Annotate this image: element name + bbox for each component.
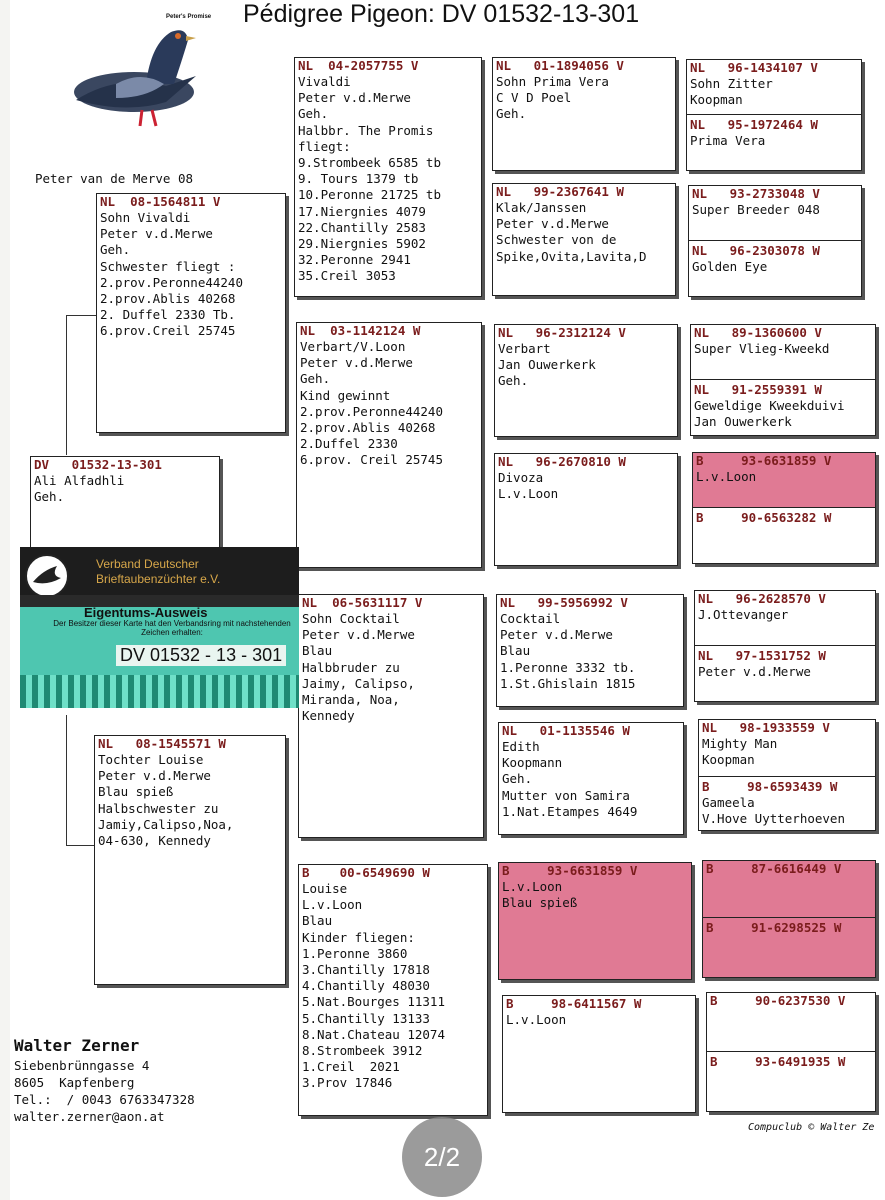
pigeon-image bbox=[46, 14, 216, 134]
owner-city: 8605 Kapfenberg bbox=[14, 1075, 135, 1090]
father-ring: NL 08-1564811 V bbox=[100, 194, 221, 209]
mother-ring: NL 08-1545571 W bbox=[98, 736, 226, 751]
great-grandparent-box: NL 01-1894056 V Sohn Prima Vera C V D Poel Geh. bbox=[492, 57, 676, 171]
pair-divider bbox=[689, 240, 861, 241]
owner-phone: Tel.: / 0043 6763347328 bbox=[14, 1092, 195, 1107]
pigeon-logo bbox=[46, 14, 216, 134]
pair-divider bbox=[695, 645, 875, 646]
grandparent-box: NL 06-5631117 V Sohn Cocktail Peter v.d.Merwe Blau Halbbruder zu Jaimy, Calipso, Miranda, Noa, Kennedy bbox=[298, 594, 484, 838]
great-grandparent-box: B 98-6411567 W L.v.Loon bbox=[502, 995, 696, 1113]
gen4-pair-box: B 93-6631859 V L.v.Loon B 90-6563282 W bbox=[692, 452, 876, 564]
footer-credit: Compuclub © Walter Ze bbox=[748, 1122, 875, 1133]
card-org-line1: Verband Deutscher bbox=[96, 557, 199, 571]
great-grandparent-box: NL 99-2367641 W Klak/Janssen Peter v.d.Merwe Schwester von de Spike,Ovita,Lavita,D bbox=[492, 183, 676, 296]
grandparent-box: NL 04-2057755 V Vivaldi Peter v.d.Merwe Geh. Halbbr. The Promis fliegt: 9.Strombeek 6585 tb 9. Tours 1379 tb 10.Peronne 21725 tb 17.Niergnies 4079 22.Chantilly 2583 29.Niergnies 5902 32.Peronne 2941 35.Creil 3053 bbox=[294, 57, 482, 297]
gen4-pair-box: B 90-6237530 V B 93-6491935 W bbox=[706, 992, 876, 1112]
card-title: Eigentums-Ausweis bbox=[84, 605, 208, 620]
card-subtitle: Der Besitzer dieser Karte hat den Verbandsring mit nachstehenden Zeichen erhalten: bbox=[53, 619, 291, 637]
great-grandparent-box: NL 01-1135546 W Edith Koopmann Geh. Mutter von Samira 1.Nat.Etampes 4649 bbox=[498, 722, 684, 835]
subject-box bbox=[30, 456, 220, 554]
gen4-pair-box: NL 89-1360600 V Super Vlieg-Kweekd NL 91-2559391 W Geweldige Kweekduivi Jan Ouwerkerk bbox=[690, 324, 876, 436]
connector bbox=[66, 315, 67, 455]
grandparent-box: NL 03-1142124 W Verbart/V.Loon Peter v.d.Merwe Geh. Kind gewinnt 2.prov.Peronne44240 2.prov.Ablis 40268 2.Duffel 2330 6.prov. Creil 25745 bbox=[296, 322, 482, 568]
pair-divider bbox=[687, 114, 861, 115]
pair-divider bbox=[703, 917, 875, 918]
gen4-pair-box: NL 98-1933559 V Mighty Man Koopman B 98-6593439 W Gameela V.Hove Uytterhoeven bbox=[698, 719, 876, 831]
ownership-card bbox=[20, 547, 299, 708]
gen4-pair-box: B 87-6616449 V B 91-6298525 W bbox=[702, 860, 876, 978]
pair-divider bbox=[691, 379, 875, 380]
dove-logo-icon bbox=[25, 554, 69, 598]
card-stripe bbox=[20, 675, 299, 708]
owner-email: walter.zerner@aon.at bbox=[14, 1109, 165, 1124]
pair-divider bbox=[693, 507, 875, 508]
great-grandparent-box: NL 96-2670810 W Divoza L.v.Loon bbox=[494, 453, 678, 566]
card-ring: DV 01532 - 13 - 301 bbox=[116, 645, 286, 666]
great-grandparent-box: NL 99-5956992 V Cocktail Peter v.d.Merwe Blau 1.Peronne 3332 tb. 1.St.Ghislain 1815 bbox=[496, 594, 684, 707]
logo-brand: Peter's Promise bbox=[166, 14, 212, 20]
great-grandparent-box: B 93-6631859 V L.v.Loon Blau spieß bbox=[498, 862, 692, 980]
owner-name: Walter Zerner bbox=[14, 1036, 140, 1055]
logo-caption: Peter van de Merve 08 bbox=[35, 171, 194, 186]
owner-block bbox=[14, 1035, 195, 1125]
card-org-line2: Brieftaubenzüchter e.V. bbox=[96, 572, 221, 586]
gen4-pair-box: NL 96-1434107 V Sohn Zitter Koopman NL 95-1972464 W Prima Vera bbox=[686, 59, 862, 171]
pair-divider bbox=[699, 776, 875, 777]
grandparent-box: B 00-6549690 W Louise L.v.Loon Blau Kinder fliegen: 1.Peronne 3860 3.Chantilly 17818 4.Chantilly 48030 5.Nat.Bourges 11311 5.Chantilly 13133 8.Nat.Chateau 12074 8.Strombeek 3912 1.Creil 2021 3.Prov 17846 bbox=[298, 864, 488, 1116]
connector bbox=[66, 845, 96, 846]
page-title: Pédigree Pigeon: DV 01532-13-301 bbox=[243, 0, 640, 28]
connector bbox=[66, 715, 67, 845]
owner-street: Siebenbrünngasse 4 bbox=[14, 1058, 150, 1073]
pair-divider bbox=[707, 1051, 875, 1052]
gen4-pair-box: NL 96-2628570 V J.Ottevanger NL 97-1531752 W Peter v.d.Merwe bbox=[694, 590, 876, 702]
subject-owner: Ali Alfadhli bbox=[34, 473, 125, 488]
page-indicator[interactable]: 2/2 bbox=[402, 1117, 482, 1197]
connector bbox=[66, 315, 96, 316]
subject-color: Geh. bbox=[34, 489, 65, 505]
father-box: NL 08-1564811 V Sohn Vivaldi Peter v.d.Merwe Geh. Schwester fliegt : 2.prov.Peronne44240 2.prov.Ablis 40268 2. Duffel 2330 Tb. 6.prov.Creil 25745 bbox=[96, 193, 286, 433]
subject-ring: DV 01532-13-301 bbox=[34, 457, 162, 472]
great-grandparent-box: NL 96-2312124 V Verbart Jan Ouwerkerk Geh. bbox=[494, 324, 678, 437]
mother-box: NL 08-1545571 W Tochter Louise Peter v.d.Merwe Blau spieß Halbschwester zu Jamiy,Calipso,Noa, 04-630, Kennedy bbox=[94, 735, 286, 985]
gen4-pair-box: NL 93-2733048 V Super Breeder 048 NL 96-2303078 W Golden Eye bbox=[688, 185, 862, 297]
